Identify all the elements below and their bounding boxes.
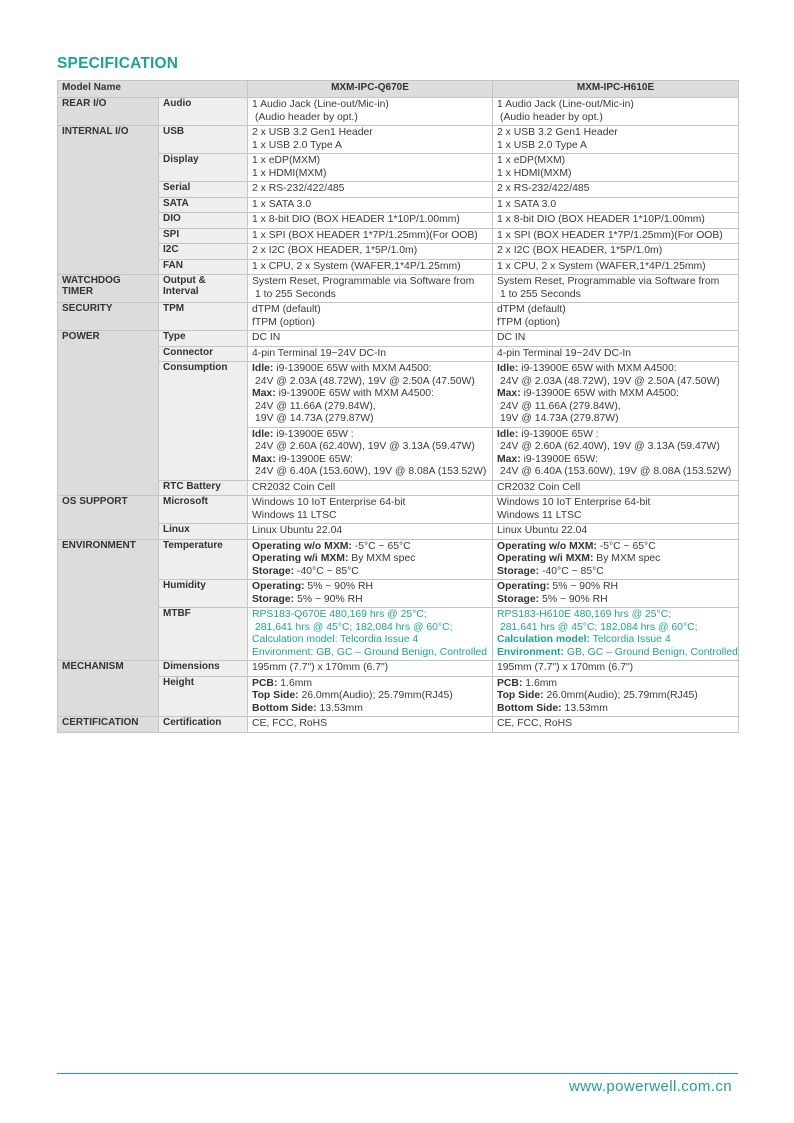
section-internal-io: INTERNAL I/O (58, 126, 159, 275)
table-row (58, 346, 739, 362)
label-display: Display (159, 154, 248, 182)
table-header-row (58, 81, 739, 98)
footer-url: www.powerwell.com.cn (568, 1078, 732, 1095)
value-cell: RPS183-H610E 480,169 hrs @ 25°C; 281,641 hrs @ 45°C; 182,084 hrs @ 60°C; Calculation model: Telcordia Issue 4 Environment: GB, GC – Ground Benign, Controlled (493, 608, 739, 661)
label-linux: Linux (159, 524, 248, 540)
table-row (58, 182, 739, 198)
value-cell: 1 Audio Jack (Line-out/Mic-in) (Audio header by opt.) (248, 98, 493, 126)
value-cell: Operating: 5% ~ 90% RH Storage: 5% ~ 90% RH (248, 580, 493, 608)
value-cell: Operating: 5% ~ 90% RH Storage: 5% ~ 90% RH (493, 580, 739, 608)
footer-divider (57, 1073, 738, 1074)
section-rear-io: REAR I/O (58, 98, 159, 126)
table-row (58, 608, 739, 661)
value-cell: 1 x 8-bit DIO (BOX HEADER 1*10P/1.00mm) (493, 213, 739, 229)
table-row (58, 228, 739, 244)
model-b-header: MXM-IPC-H610E (493, 81, 739, 98)
value-cell: dTPM (default) fTPM (option) (493, 303, 739, 331)
section-security: SECURITY (58, 303, 159, 331)
label-type: Type (159, 331, 248, 347)
label-fan: FAN (159, 259, 248, 275)
label-connector: Connector (159, 346, 248, 362)
value-cell: 1 x 8-bit DIO (BOX HEADER 1*10P/1.00mm) (248, 213, 493, 229)
section-power: POWER (58, 331, 159, 496)
value-cell: 2 x USB 3.2 Gen1 Header 1 x USB 2.0 Type A (248, 126, 493, 154)
table-row (58, 213, 739, 229)
label-usb: USB (159, 126, 248, 154)
table-row (58, 496, 739, 524)
value-cell: 2 x I2C (BOX HEADER, 1*5P/1.0m) (493, 244, 739, 260)
value-cell: System Reset, Programmable via Software from 1 to 255 Seconds (248, 275, 493, 303)
table-row (58, 303, 739, 331)
section-certification: CERTIFICATION (58, 717, 159, 733)
label-spi: SPI (159, 228, 248, 244)
table-row (58, 480, 739, 496)
table-row (58, 524, 739, 540)
value-cell: CE, FCC, RoHS (248, 717, 493, 733)
table-row (58, 362, 739, 428)
value-cell: Operating w/o MXM: -5°C ~ 65°C Operating w/i MXM: By MXM spec Storage: -40°C ~ 85°C (493, 539, 739, 580)
table-row (58, 197, 739, 213)
value-cell: 1 x SPI (BOX HEADER 1*7P/1.25mm)(For OOB) (493, 228, 739, 244)
value-cell: DC IN (493, 331, 739, 347)
label-i2c: I2C (159, 244, 248, 260)
value-cell: CR2032 Coin Cell (493, 480, 739, 496)
table-row (58, 154, 739, 182)
value-cell: Idle: i9-13900E 65W with MXM A4500: 24V @ 2.03A (48.72W), 19V @ 2.50A (47.50W) Max: i9-13900E 65W with MXM A4500: 24V @ 11.66A (279.84W), 19V @ 14.73A (279.87W) (493, 362, 739, 428)
value-cell: Idle: i9-13900E 65W : 24V @ 2.60A (62.40W), 19V @ 3.13A (59.47W) Max: i9-13900E 65W: 24V @ 6.40A (153.60W), 19V @ 8.08A (153.52W) (493, 427, 739, 480)
label-dimensions: Dimensions (159, 661, 248, 677)
value-cell: Windows 10 IoT Enterprise 64-bit Windows 11 LTSC (493, 496, 739, 524)
label-mtbf: MTBF (159, 608, 248, 661)
model-name-header: Model Name (58, 81, 248, 98)
section-mechanism: MECHANISM (58, 661, 159, 717)
label-humidity: Humidity (159, 580, 248, 608)
value-cell: Idle: i9-13900E 65W with MXM A4500: 24V @ 2.03A (48.72W), 19V @ 2.50A (47.50W) Max: i9-13900E 65W with MXM A4500: 24V @ 11.66A (279.84W), 19V @ 14.73A (279.87W) (248, 362, 493, 428)
table-row (58, 580, 739, 608)
table-row (58, 676, 739, 717)
label-certification: Certification (159, 717, 248, 733)
label-serial: Serial (159, 182, 248, 198)
table-row (58, 126, 739, 154)
table-row (58, 539, 739, 580)
value-cell: 1 x eDP(MXM) 1 x HDMI(MXM) (493, 154, 739, 182)
label-microsoft: Microsoft (159, 496, 248, 524)
value-cell: Idle: i9-13900E 65W : 24V @ 2.60A (62.40W), 19V @ 3.13A (59.47W) Max: i9-13900E 65W: 24V @ 6.40A (153.60W), 19V @ 8.08A (153.52W) (248, 427, 493, 480)
value-cell: 1 x CPU, 2 x System (WAFER,1*4P/1.25mm) (248, 259, 493, 275)
value-cell: 4-pin Terminal 19~24V DC-In (248, 346, 493, 362)
value-cell: 4-pin Terminal 19~24V DC-In (493, 346, 739, 362)
table-row (58, 331, 739, 347)
section-environment: ENVIRONMENT (58, 539, 159, 661)
value-cell: 2 x USB 3.2 Gen1 Header 1 x USB 2.0 Type A (493, 126, 739, 154)
label-audio: Audio (159, 98, 248, 126)
value-cell: 195mm (7.7") x 170mm (6.7") (493, 661, 739, 677)
label-tpm: TPM (159, 303, 248, 331)
specification-table (57, 80, 739, 733)
table-row (58, 259, 739, 275)
label-output-interval: Output & Interval (159, 275, 248, 303)
label-dio: DIO (159, 213, 248, 229)
value-cell: 1 Audio Jack (Line-out/Mic-in) (Audio header by opt.) (493, 98, 739, 126)
value-cell: Operating w/o MXM: -5°C ~ 65°C Operating w/i MXM: By MXM spec Storage: -40°C ~ 85°C (248, 539, 493, 580)
page-title: SPECIFICATION (57, 55, 179, 72)
table-row (58, 275, 739, 303)
value-cell: PCB: 1.6mm Top Side: 26.0mm(Audio); 25.79mm(RJ45) Bottom Side: 13.53mm (493, 676, 739, 717)
label-sata: SATA (159, 197, 248, 213)
value-cell: 1 x eDP(MXM) 1 x HDMI(MXM) (248, 154, 493, 182)
value-cell: RPS183-Q670E 480,169 hrs @ 25°C; 281,641 hrs @ 45°C; 182,084 hrs @ 60°C; Calculation model: Telcordia Issue 4 Environment: GB, GC – Ground Benign, Controlled (248, 608, 493, 661)
value-cell: dTPM (default) fTPM (option) (248, 303, 493, 331)
model-a-header: MXM-IPC-Q670E (248, 81, 493, 98)
value-cell: 2 x I2C (BOX HEADER, 1*5P/1.0m) (248, 244, 493, 260)
value-cell: 1 x CPU, 2 x System (WAFER,1*4P/1.25mm) (493, 259, 739, 275)
label-rtc-battery: RTC Battery (159, 480, 248, 496)
value-cell: 1 x SPI (BOX HEADER 1*7P/1.25mm)(For OOB) (248, 228, 493, 244)
value-cell: 2 x RS-232/422/485 (493, 182, 739, 198)
section-os-support: OS SUPPORT (58, 496, 159, 540)
table-row (58, 244, 739, 260)
value-cell: System Reset, Programmable via Software from 1 to 255 Seconds (493, 275, 739, 303)
value-cell: PCB: 1.6mm Top Side: 26.0mm(Audio); 25.79mm(RJ45) Bottom Side: 13.53mm (248, 676, 493, 717)
value-cell: Linux Ubuntu 22.04 (493, 524, 739, 540)
value-cell: Linux Ubuntu 22.04 (248, 524, 493, 540)
table-row (58, 98, 739, 126)
value-cell: 195mm (7.7") x 170mm (6.7") (248, 661, 493, 677)
value-cell: 1 x SATA 3.0 (493, 197, 739, 213)
section-watchdog-timer: WATCHDOG TIMER (58, 275, 159, 303)
table-row (58, 661, 739, 677)
value-cell: CE, FCC, RoHS (493, 717, 739, 733)
value-cell: CR2032 Coin Cell (248, 480, 493, 496)
value-cell: 2 x RS-232/422/485 (248, 182, 493, 198)
value-cell: Windows 10 IoT Enterprise 64-bit Windows 11 LTSC (248, 496, 493, 524)
label-temperature: Temperature (159, 539, 248, 580)
value-cell: 1 x SATA 3.0 (248, 197, 493, 213)
label-consumption: Consumption (159, 362, 248, 481)
value-cell: DC IN (248, 331, 493, 347)
label-height: Height (159, 676, 248, 717)
table-row (58, 717, 739, 733)
